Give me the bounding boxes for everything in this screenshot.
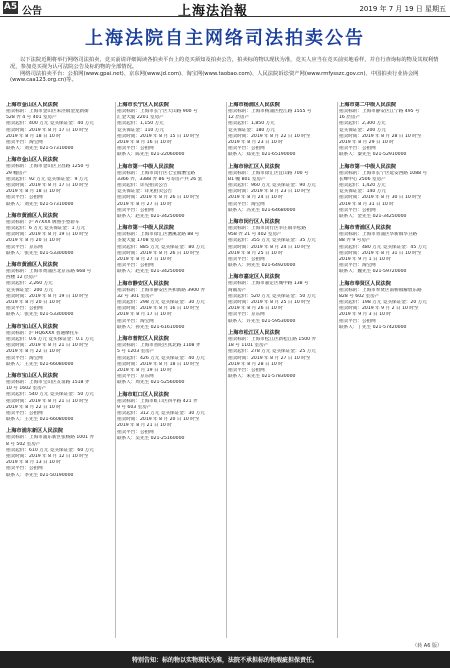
notice-line: 拍卖起价：0.6 万元 竞买保证金：0.1 万元 bbox=[6, 336, 94, 342]
notice-line: B1 幢 801 室房产 bbox=[228, 176, 266, 182]
auction-notice bbox=[228, 219, 332, 269]
notice-line: 拍卖平台：公拍网 bbox=[228, 146, 265, 152]
notice-line: 拍卖平台：公拍网 bbox=[228, 367, 265, 373]
notice-line: 拍卖起价：540 万元 竞买保证金：50 万元 bbox=[6, 392, 94, 398]
notice-line: 拍卖起价：960 万元 竞买保证金：90 万元 bbox=[228, 183, 316, 189]
notice-line: 2019 年 8 月 13 日 10 时 bbox=[6, 460, 61, 466]
notice-line: 联系人：张先生 021-53300000 bbox=[6, 250, 74, 256]
auction-notice bbox=[117, 281, 221, 331]
notice-line: 拍卖标的：上海市虹口区四平路 421 弄 bbox=[117, 398, 198, 404]
notice-line: 拍卖时间：2019 年 8 月 31 日 10 时至 bbox=[339, 250, 422, 256]
notice-line: 拍卖时间：2019 年 8 月 15 日 10 时至 bbox=[117, 133, 200, 139]
notice-line: 拍卖起价：92 万元 竞买保证金：9 万元 bbox=[6, 176, 89, 182]
notice-line: 拍卖时间：2019 年 8 月 23 日 10 时至 bbox=[228, 189, 311, 195]
notice-line: 联系人：赵先生 021-34250000 bbox=[117, 269, 185, 275]
date-line: 2019 年 7 月 19 日 星期五 bbox=[359, 5, 446, 13]
notice-line: 2019 年 8 月 22 日 10 时 bbox=[6, 349, 61, 355]
notice-line: 拍卖时间：2019 年 8 月 22 日 10 时至 bbox=[228, 133, 311, 139]
notice-line: 12 层房产 bbox=[228, 115, 250, 121]
auction-notice bbox=[117, 336, 221, 386]
notice-line: 联系人：王先生 021-66080000 bbox=[6, 361, 74, 367]
auction-notice bbox=[6, 324, 110, 368]
auction-notice bbox=[117, 102, 221, 159]
intro-paragraph: 网络司法拍卖平台：公拍网(www.gpai.net)、京东网(www.jd.com)、淘宝网(www.taobao.com)、人民法院诉讼资产网(www.rmfysszc.gov.cn)、中国拍卖行业协会网(www.caa123.org.cn)等。 bbox=[10, 70, 419, 84]
notice-line: 2019 年 8 月 23 日 10 时 bbox=[228, 140, 283, 146]
notice-line: 2019 年 8 月 27 日 10 时 bbox=[117, 201, 172, 207]
footer-notice: 特别告知：标的物以实物现状为准，法院不承担标的物瑕疵担保责任。 bbox=[131, 657, 318, 664]
notice-line: 8 号 502 室房产 bbox=[6, 441, 41, 447]
court-name: 上海市松江区人民法院 bbox=[228, 329, 280, 336]
notice-line: 拍卖标的：沪 A7XXX 牌照小型轿车 bbox=[6, 219, 80, 225]
notice-line: 2019 年 8 月 29 日 10 时 bbox=[339, 140, 394, 146]
notice-line: 联系人：刘先生 021-57310000 bbox=[6, 201, 74, 207]
notice-line: 拍卖时间：2019 年 8 月 21 日 10 时至 bbox=[6, 398, 89, 404]
court-name: 上海市杨浦区人民法院 bbox=[228, 102, 280, 108]
notice-line: 拍卖平台：淘宝网 bbox=[228, 201, 265, 207]
notice-line: 拍卖起价：278 万元 竞买保证金：25 万元 bbox=[228, 349, 316, 355]
notice-line: 拍卖起价：520 万元 竞买保证金：50 万元 bbox=[228, 293, 316, 299]
court-name: 上海市黄浦区人民法院 bbox=[6, 262, 58, 269]
notice-line: 拍卖起价：426 万元 竞买保证金：40 万元 bbox=[117, 355, 205, 361]
auction-notice bbox=[228, 102, 332, 159]
notice-line: 联系人：金先生 021-34250000 bbox=[339, 214, 407, 220]
notice-line: 828 号 602 室房产 bbox=[339, 293, 380, 299]
notice-line: 拍卖起价：610 万元 竞买保证金：60 万元 bbox=[6, 447, 94, 453]
auction-notice bbox=[228, 164, 332, 214]
notice-line: 竞买保证金：180 万元 bbox=[228, 127, 275, 133]
notice-line: 联系人：秦先生 021-52910000 bbox=[339, 152, 407, 158]
notice-line: 竞买保证金：200 万元 bbox=[339, 127, 386, 133]
court-name: 上海市青浦区人民法院 bbox=[339, 225, 391, 232]
notice-line: 拍卖平台：公拍网 bbox=[339, 146, 376, 152]
notice-line: 拍卖平台：公拍网 bbox=[228, 257, 265, 263]
notice-line: 西楼 12 层房产 bbox=[6, 275, 38, 281]
court-name: 上海市闵行区人民法院 bbox=[228, 219, 280, 226]
notice-line: 拍卖起价：1,150 万元 bbox=[117, 121, 164, 127]
notice-line: 拍卖时间：2019 年 8 月 26 日 10 时至 bbox=[117, 250, 200, 256]
notice-line: 拍卖标的：上海市徐汇区漕溪北路 88 号 bbox=[117, 232, 200, 238]
notice-line: 拍卖起价：详见拍卖公告 bbox=[117, 183, 168, 189]
notice-line: 2019 年 9 月 1 日 10 时 bbox=[339, 257, 391, 263]
auction-notice bbox=[117, 225, 221, 275]
notice-line: 29 幢房产 bbox=[6, 170, 28, 176]
notice-line: 拍卖平台：公拍网 bbox=[6, 306, 43, 312]
court-name: 上海市浦东新区人民法院 bbox=[6, 428, 64, 435]
auction-notice bbox=[228, 274, 332, 324]
notice-line: 拍卖时间：2019 年 8 月 20 日 10 时至 bbox=[117, 417, 200, 423]
notice-line: 拍卖平台：京东网 bbox=[6, 244, 43, 250]
auction-notice bbox=[117, 392, 221, 442]
column-3 bbox=[228, 102, 332, 640]
notice-line: 2019 年 8 月 24 日 10 时 bbox=[228, 195, 283, 201]
notice-line: 拍卖平台：公拍网 bbox=[117, 207, 154, 213]
notice-line: 2019 年 8 月 20 日 10 时 bbox=[6, 300, 61, 306]
court-name: 上海市宝山区人民法院 bbox=[6, 372, 58, 379]
notice-line: 2019 年 8 月 31 日 10 时 bbox=[339, 201, 394, 207]
auction-notice bbox=[6, 262, 110, 319]
intro-paragraph: 以下法院近期将举行网络司法拍卖，竞买前请详细阅读各拍卖平台上的竞买须知及拍卖公告，拍卖标的物以现状为准，竞买人应当在竞买前实地看样，并自行查询标的物及其权利情况，参加竞买视为认可法院公告及标的物的全部情况。 bbox=[10, 57, 439, 70]
page-title: 上海法院自主网络司法拍卖公告 bbox=[85, 28, 365, 49]
auction-notice bbox=[6, 213, 110, 257]
notice-line: 拍卖时间：2019 年 8 月 28 日 10 时至 bbox=[339, 133, 422, 139]
notice-line: 拍卖平台：淘宝网 bbox=[6, 355, 43, 361]
notice-line: 拍卖时间：2019 年 8 月 27 日 10 时至 bbox=[228, 355, 311, 361]
notice-line: 拍卖时间：2019 年 8 月 16 日 10 时至 bbox=[117, 306, 200, 312]
notice-line: 汇金大厦 2201 室房产 bbox=[117, 115, 164, 121]
notice-line: 联系人：刘先生 021-57310000 bbox=[6, 146, 74, 152]
notice-line: 圣爱大厦 1708 室房产 bbox=[117, 238, 164, 244]
court-name: 上海市长宁区人民法院 bbox=[117, 102, 169, 108]
notice-line: 拍卖标的：上海市金山区朱泾镇金龙新街 bbox=[6, 109, 89, 114]
column-4 bbox=[339, 102, 443, 640]
notice-line: 商铺房产 bbox=[228, 287, 247, 293]
notice-line: 拍卖时间：2019 年 8 月 19 日 10 时至 bbox=[6, 232, 89, 238]
court-name: 上海市宝山区人民法院 bbox=[6, 323, 58, 330]
notice-line: 2019 年 8 月 25 日 10 时 bbox=[228, 250, 283, 256]
auction-notice bbox=[339, 164, 443, 221]
notice-line: 拍卖平台：公拍网 bbox=[117, 429, 154, 435]
court-name: 上海市虹口区人民法院 bbox=[117, 391, 169, 398]
notice-line: 2019 年 8 月 27 日 10 时 bbox=[117, 257, 172, 263]
notice-line: 拍卖标的：上海市闵行区七宝镇漕宝路 bbox=[117, 170, 196, 176]
court-name: 上海市第一中级人民法院 bbox=[117, 163, 175, 170]
notice-line: 拍卖平台：公拍网 bbox=[117, 146, 154, 152]
court-name: 上海市嘉定区人民法院 bbox=[228, 274, 280, 281]
notice-line: 拍卖时间：2019 年 8 月 24 日 10 时至 bbox=[228, 244, 311, 250]
notice-line: 拍卖标的：上海市松江区新松江路 1500 弄 bbox=[228, 336, 317, 342]
notice-line: 拍卖标的：上海市青浦区华新镇华卫路 bbox=[339, 232, 418, 238]
notice-line: 拍卖时间：2019 年 8 月 18 日 10 时至 bbox=[117, 361, 200, 367]
notice-line: 拍卖标的：沪 HQ6XXX 普通摩托车 bbox=[6, 330, 79, 336]
notice-line: 528 弄 4 号 401 室房产 bbox=[6, 115, 57, 121]
notice-line: 2019 年 8 月 16 日 10 时 bbox=[117, 140, 172, 146]
notice-line: 拍卖标的：上海市静安区共和新路 3900 弄 bbox=[117, 287, 206, 293]
notice-line: 5 号 1203 室房产 bbox=[117, 349, 155, 355]
notice-line: 拍卖标的：上海市静安区江宁路 495 号 bbox=[339, 109, 420, 114]
auction-notice bbox=[6, 428, 110, 478]
notice-line: 联系人：李先生 021-50190000 bbox=[6, 472, 74, 478]
notice-line: 联系人：陈先生 021-22060000 bbox=[117, 152, 185, 158]
notice-line: 2019 年 8 月 26 日 10 时 bbox=[228, 306, 283, 312]
notice-line: 竞买保证金：详见拍卖公告 bbox=[117, 189, 173, 195]
notice-line: 联系人：许先生 021-59530000 bbox=[228, 318, 296, 324]
notice-line: 拍卖时间：2019 年 8 月 25 日 10 时至 bbox=[228, 300, 311, 306]
notice-line: 2019 年 8 月 19 日 10 时 bbox=[117, 367, 172, 373]
notice-line: 竞买保证金：110 万元 bbox=[117, 127, 164, 133]
notice-line: 2019 年 8 月 22 日 10 时 bbox=[6, 404, 61, 410]
notice-line: 2019 年 9 月 3 日 10 时 bbox=[339, 312, 391, 318]
notice-line: 拍卖平台：京东网 bbox=[228, 312, 265, 318]
notice-line: 联系人：王先生 021-66080000 bbox=[6, 417, 74, 423]
notice-line: 联系人：张先生 021-53300000 bbox=[6, 312, 74, 318]
announcement-columns bbox=[6, 102, 444, 640]
notice-line: 拍卖标的：上海市长宁区天山路 900 号 bbox=[117, 109, 198, 114]
notice-line: 联系人：郑先生 021-65190000 bbox=[228, 152, 296, 158]
notice-line: 2019 年 8 月 17 日 10 时 bbox=[117, 312, 172, 318]
notice-line: 联系人：魏先生 021-59720000 bbox=[339, 269, 407, 275]
notice-line: 2019 年 8 月 21 日 10 时 bbox=[117, 423, 172, 429]
notice-line: 联系人：朱先生 021-57830000 bbox=[228, 374, 296, 380]
notice-line: 联系人：冯先生 021-64680000 bbox=[228, 207, 296, 213]
court-name: 上海市奉贤区人民法院 bbox=[339, 280, 391, 287]
auction-notice bbox=[339, 225, 443, 275]
notice-line: 2019 年 8 月 18 日 10 时 bbox=[6, 133, 61, 139]
notice-line: 拍卖标的：上海市杨浦区控江路 1555 号 bbox=[228, 109, 312, 114]
court-name: 上海市静安区人民法院 bbox=[117, 280, 169, 287]
page-number: A5 bbox=[3, 2, 18, 12]
notice-line: 竞买保证金：140 万元 bbox=[339, 189, 386, 195]
notice-line: 联系人：吴先生 021-25160000 bbox=[117, 435, 185, 441]
auction-notice bbox=[339, 281, 443, 331]
column-2 bbox=[117, 102, 221, 640]
notice-line: 拍卖平台：京东网 bbox=[117, 374, 154, 380]
notice-line: 拍卖平台：淘宝网 bbox=[117, 318, 154, 324]
notice-line: 拍卖标的：上海市长宁区延安西路 1088 号 bbox=[339, 170, 428, 176]
notice-line: 拍卖标的：上海市黄浦区北京东路 668 号 bbox=[6, 269, 92, 275]
notice-line: 18 号 1101 室房产 bbox=[228, 343, 269, 349]
notice-line: 拍卖时间：2019 年 8 月 19 日 10 时至 bbox=[6, 293, 89, 299]
notice-line: 拍卖起价：198 万元 竞买保证金：20 万元 bbox=[339, 300, 427, 306]
notice-line: 拍卖平台：淘宝网 bbox=[6, 140, 43, 146]
notice-line: 9 号 603 室房产 bbox=[117, 404, 152, 410]
notice-line: 拍卖平台：公拍网 bbox=[6, 410, 43, 416]
notice-line: 拍卖起价：885 万元 竞买保证金：80 万元 bbox=[117, 244, 205, 250]
notice-line: 2019 年 8 月 20 日 10 时 bbox=[6, 238, 61, 244]
notice-line: 拍卖时间：2019 年 8 月 17 日 10 时至 bbox=[6, 183, 89, 189]
notice-line: 拍卖起价：2,260 万元 bbox=[6, 281, 53, 287]
notice-line: 3366 弄、3388 弄 86 号等房产共 26 套 bbox=[117, 176, 203, 182]
notice-line: 10 号 1602 室房产 bbox=[6, 386, 47, 392]
court-name: 上海市黄浦区人民法院 bbox=[6, 212, 58, 219]
notice-line: 拍卖标的：上海市闵行区莘庄镇莘松路 bbox=[228, 226, 307, 232]
notice-line: 拍卖起价：1,420 万元 bbox=[339, 183, 386, 189]
notice-line: 拍卖标的：上海市宝山区友谊路 1518 弄 bbox=[6, 379, 90, 385]
notice-line: 拍卖起价：400 万元 竞买保证金：40 万元 bbox=[6, 121, 94, 127]
notice-line: 拍卖平台：公拍网 bbox=[6, 466, 43, 472]
court-name: 上海市徐汇区人民法院 bbox=[228, 163, 280, 170]
notice-line: 拍卖时间：2019 年 9 月 2 日 10 时至 bbox=[339, 306, 419, 312]
column-1 bbox=[6, 102, 110, 640]
notice-line: 拍卖标的：上海市嘉定区城中路 138 号 bbox=[228, 281, 309, 287]
notice-line: 88 弄 9 号房产 bbox=[339, 238, 371, 244]
notice-line: 拍卖平台：公拍网 bbox=[6, 195, 43, 201]
court-name: 上海市普陀区人民法院 bbox=[117, 336, 169, 343]
notice-line: 联系人：孙先生 021-61610000 bbox=[117, 324, 185, 330]
auction-notice bbox=[339, 102, 443, 159]
newspaper-logo: 上海法治報 bbox=[178, 4, 249, 19]
notice-line: 拍卖标的：上海市金山区卫昌路 1250 号 bbox=[6, 164, 90, 170]
notice-line: 拍卖时间：2019 年 8 月 21 日 10 时至 bbox=[6, 343, 89, 349]
court-name: 上海市金山区人民法院 bbox=[6, 102, 58, 108]
masthead-bar bbox=[0, 0, 450, 17]
notice-line: 拍卖起价：1,850 万元 bbox=[228, 121, 275, 127]
notice-line: 拍卖标的：上海市徐汇区宜山路 700 号 bbox=[228, 170, 309, 176]
notice-line: 拍卖标的：上海市普陀区真北路 1108 弄 bbox=[117, 343, 201, 349]
notice-line: 32 号 301 室房产 bbox=[117, 293, 155, 299]
notice-line: 拍卖平台：公拍网 bbox=[339, 318, 376, 324]
notice-line: 2019 年 8 月 18 日 10 时 bbox=[6, 189, 61, 195]
notice-line: 拍卖起价：6 万元 竞买保证金：1 万元 bbox=[6, 226, 86, 232]
notice-line: 拍卖起价：312 万元 竞买保证金：30 万元 bbox=[117, 410, 205, 416]
notice-line: 拍卖时间：2019 年 8 月 26 日 10 时至 bbox=[117, 195, 200, 201]
notice-line: 拍卖平台：公拍网 bbox=[117, 263, 154, 269]
notice-line: 联系人：赵先生 021-34250000 bbox=[117, 214, 185, 220]
notice-line: 拍卖起价：298 万元 竞买保证金：30 万元 bbox=[117, 300, 205, 306]
court-name: 上海市第一中级人民法院 bbox=[117, 225, 175, 232]
notice-line: 拍卖时间：2019 年 8 月 30 日 10 时至 bbox=[339, 195, 422, 201]
notice-line: 拍卖起价：2,300 万元 bbox=[339, 121, 386, 127]
notice-line: 联系人：何先生 021-64920000 bbox=[228, 263, 296, 269]
auction-notice bbox=[117, 164, 221, 221]
notice-line: 958 弄 21 号 402 室房产 bbox=[228, 232, 282, 238]
notice-line: 拍卖时间：2019 年 8 月 17 日 10 时至 bbox=[6, 127, 89, 133]
notice-line: 联系人：丁先生 021-57420000 bbox=[339, 324, 407, 330]
continuation-marker: （转 A6 版） bbox=[412, 643, 442, 649]
notice-line: 拍卖起价：480 万元 竞买保证金：45 万元 bbox=[339, 244, 427, 250]
court-name: 上海市第二中级人民法院 bbox=[339, 102, 397, 108]
notice-line: 竞买保证金：200 万元 bbox=[6, 287, 53, 293]
notice-line: 联系人：周先生 021-52560000 bbox=[117, 380, 185, 386]
section-name: 公告 bbox=[22, 6, 42, 17]
auction-notice bbox=[6, 373, 110, 423]
notice-line: 2019 年 8 月 28 日 10 时 bbox=[228, 361, 283, 367]
notice-line: 16 层房产 bbox=[339, 115, 361, 121]
court-name: 上海市金山区人民法院 bbox=[6, 157, 58, 164]
footer-banner bbox=[0, 651, 450, 668]
notice-line: 拍卖平台：淘宝网 bbox=[339, 263, 376, 269]
auction-notice bbox=[6, 157, 110, 207]
notice-line: 拍卖标的：上海市奉贤区南桥镇解放东路 bbox=[339, 287, 422, 293]
auction-notice bbox=[6, 102, 110, 152]
notice-line: 长峰中心 2506 室房产 bbox=[339, 176, 386, 182]
intro-text bbox=[10, 57, 440, 84]
notice-line: 拍卖平台：公拍网 bbox=[339, 207, 376, 213]
notice-line: 拍卖时间：2019 年 8 月 12 日 10 时至 bbox=[6, 453, 89, 459]
auction-notice bbox=[228, 330, 332, 380]
notice-line: 拍卖起价：355 万元 竞买保证金：35 万元 bbox=[228, 238, 316, 244]
notice-line: 拍卖标的：上海市浦东新区张杨路 1001 弄 bbox=[6, 435, 95, 441]
court-name: 上海市第一中级人民法院 bbox=[339, 163, 397, 170]
